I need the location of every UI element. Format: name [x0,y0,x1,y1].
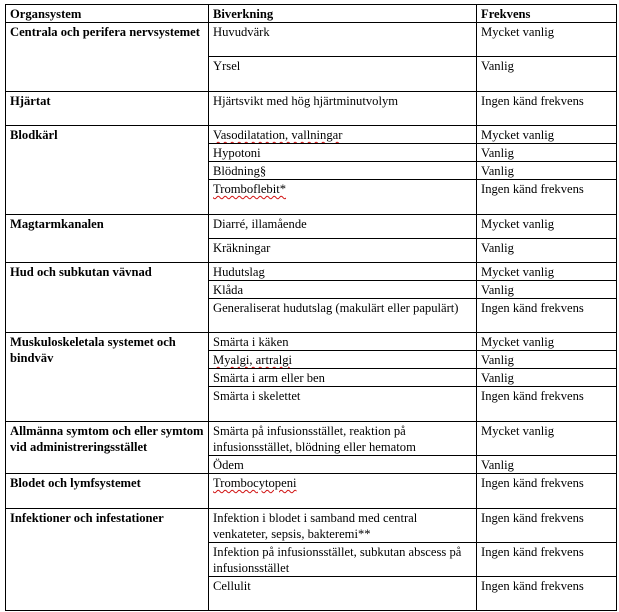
organ-cell: Allmänna symtom och eller symtom vid administreringsstället [6,422,209,474]
table-row [6,215,617,239]
frequency-cell: Mycket vanlig [477,333,617,351]
frequency-cell: Vanlig [477,162,617,180]
effect-cell: Klåda [209,281,477,299]
frequency-cell: Vanlig [477,57,617,92]
table-row [6,126,617,144]
frequency-cell: Ingen känd frekvens [477,577,617,611]
organ-cell: Hud och subkutan vävnad [6,263,209,333]
effect-cell: Ödem [209,456,477,474]
frequency-cell: Vanlig [477,144,617,162]
organ-cell: Blodkärl [6,126,209,215]
frequency-cell: Vanlig [477,456,617,474]
table-row [6,474,617,509]
effect-cell: Infektion på infusionsstället, subkutan abscess på infusionsstället [209,543,477,577]
frequency-cell: Ingen känd frekvens [477,509,617,543]
spellcheck-word: Myalgi, artralgi [213,353,293,367]
frequency-cell: Mycket vanlig [477,215,617,239]
spellcheck-word: Tromboflebit* [213,182,287,196]
effect-cell: Smärta i arm eller ben [209,369,477,387]
effect-cell [209,126,477,144]
table-row [6,263,617,281]
frequency-cell: Vanlig [477,239,617,263]
frequency-cell: Ingen känd frekvens [477,387,617,422]
frequency-cell: Ingen känd frekvens [477,180,617,215]
effect-cell: Kräkningar [209,239,477,263]
frequency-cell: Vanlig [477,281,617,299]
table-row [6,92,617,126]
frequency-cell: Ingen känd frekvens [477,92,617,126]
effect-cell: Diarré, illamående [209,215,477,239]
effect-cell [209,474,477,509]
table-row [6,422,617,456]
header-biverkning: Biverkning [209,5,477,23]
table-row [6,509,617,543]
frequency-cell: Ingen känd frekvens [477,299,617,333]
organ-cell: Infektioner och infestationer [6,509,209,611]
effect-cell: Hypotoni [209,144,477,162]
organ-cell: Blodet och lymfsystemet [6,474,209,509]
effect-cell: Smärta i skelettet [209,387,477,422]
effect-cell: Infektion i blodet i samband med central venkateter, sepsis, bakteremi** [209,509,477,543]
table-row [6,23,617,57]
effect-cell: Cellulit [209,577,477,611]
frequency-cell: Vanlig [477,351,617,369]
effect-cell [209,180,477,215]
organ-cell: Magtarmkanalen [6,215,209,263]
spellcheck-word: Vasodilatation, vallningar [213,128,343,142]
organ-cell: Muskuloskeletala systemet och bindväv [6,333,209,422]
frequency-cell: Ingen känd frekvens [477,474,617,509]
effect-cell: Hjärtsvikt med hög hjärtminutvolym [209,92,477,126]
header-frekvens: Frekvens [477,5,617,23]
organ-cell: Centrala och perifera nervsystemet [6,23,209,92]
adverse-reactions-table [5,4,617,611]
organ-cell: Hjärtat [6,92,209,126]
effect-cell: Smärta på infusionsstället, reaktion på infusionsstället, blödning eller hematom [209,422,477,456]
effect-cell: Generaliserat hudutslag (makulärt eller papulärt) [209,299,477,333]
table-header-row [6,5,617,23]
effect-cell: Smärta i käken [209,333,477,351]
frequency-cell: Mycket vanlig [477,422,617,456]
frequency-cell: Ingen känd frekvens [477,543,617,577]
effect-cell: Blödning§ [209,162,477,180]
effect-cell: Yrsel [209,57,477,92]
frequency-cell: Mycket vanlig [477,23,617,57]
frequency-cell: Mycket vanlig [477,126,617,144]
table-row [6,333,617,351]
frequency-cell: Vanlig [477,369,617,387]
effect-cell: Hudutslag [209,263,477,281]
spellcheck-word: Trombocytopeni [213,476,297,490]
header-organsystem: Organsystem [6,5,209,23]
effect-cell [209,351,477,369]
effect-cell: Huvudvärk [209,23,477,57]
frequency-cell: Mycket vanlig [477,263,617,281]
